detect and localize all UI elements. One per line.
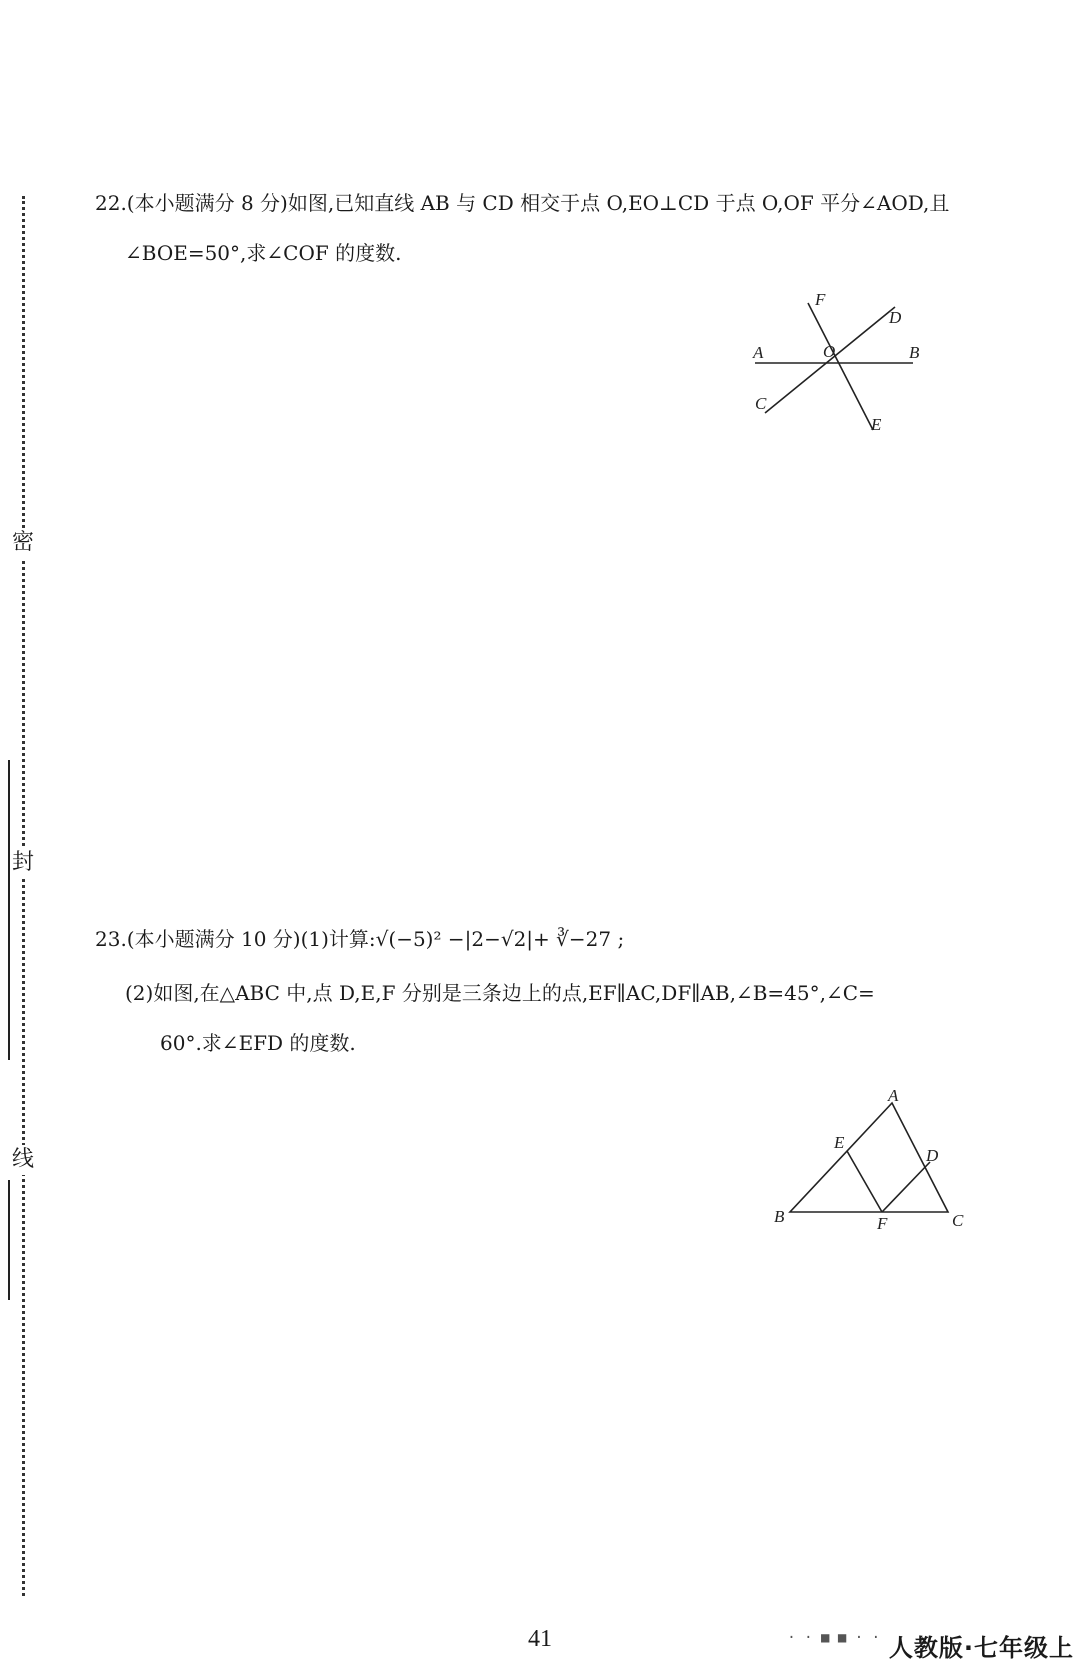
- seal-char-feng: 封: [8, 848, 38, 878]
- label-d: D: [926, 1146, 939, 1165]
- q23-line1: [95, 924, 624, 954]
- q22-line1: [95, 188, 949, 218]
- q23-number-points: 23.(本小题满分 10 分): [95, 927, 301, 951]
- q23-part1: (1)计算:√(−5)² −|2−√2|+ ∛−27 ;: [300, 927, 625, 951]
- q23-part2-line1: (2)如图,在△ABC 中,点 D,E,F 分别是三条边上的点,EF∥AC,DF∥AB,∠B=45°,∠C=: [125, 981, 875, 1005]
- line-fe: [808, 303, 873, 430]
- footer-brand: 人教版·七年级上: [888, 1634, 1074, 1662]
- q22-number-points: 22.(本小题满分 8 分): [95, 191, 288, 215]
- q22-figure: [745, 285, 935, 445]
- seal-char-mi: 密: [8, 528, 38, 558]
- seal-char-xian: 线: [8, 1145, 38, 1175]
- label-e: E: [871, 415, 882, 434]
- label-c: C: [952, 1211, 964, 1230]
- label-f: F: [877, 1214, 888, 1230]
- segment-ef: [847, 1151, 882, 1212]
- label-b: B: [774, 1207, 785, 1226]
- label-b: B: [909, 343, 920, 362]
- q22-line2: ∠BOE=50°,求∠COF 的度数.: [125, 241, 402, 265]
- label-c: C: [755, 394, 767, 413]
- q22-text-line1: 如图,已知直线 AB 与 CD 相交于点 O,EO⊥CD 于点 O,OF 平分∠AOD,且: [287, 191, 950, 215]
- q23-figure: [770, 1085, 970, 1230]
- segment-df: [882, 1162, 930, 1212]
- triangle-abc: [790, 1103, 948, 1212]
- label-e: E: [834, 1133, 845, 1152]
- label-d: D: [889, 308, 902, 327]
- page-number: 41: [528, 1626, 552, 1652]
- footer-dots: · · ■ ■ · ·: [787, 1630, 880, 1646]
- binding-dotted-line: [22, 196, 25, 1596]
- margin-bracket-lower: [8, 1180, 18, 1300]
- q23-part2-line2: 60°.求∠EFD 的度数.: [160, 1031, 356, 1055]
- label-f: F: [815, 290, 826, 309]
- label-a: A: [888, 1086, 899, 1105]
- margin-bracket-upper: [8, 760, 18, 1060]
- label-a: A: [753, 343, 764, 362]
- label-o: O: [823, 342, 836, 361]
